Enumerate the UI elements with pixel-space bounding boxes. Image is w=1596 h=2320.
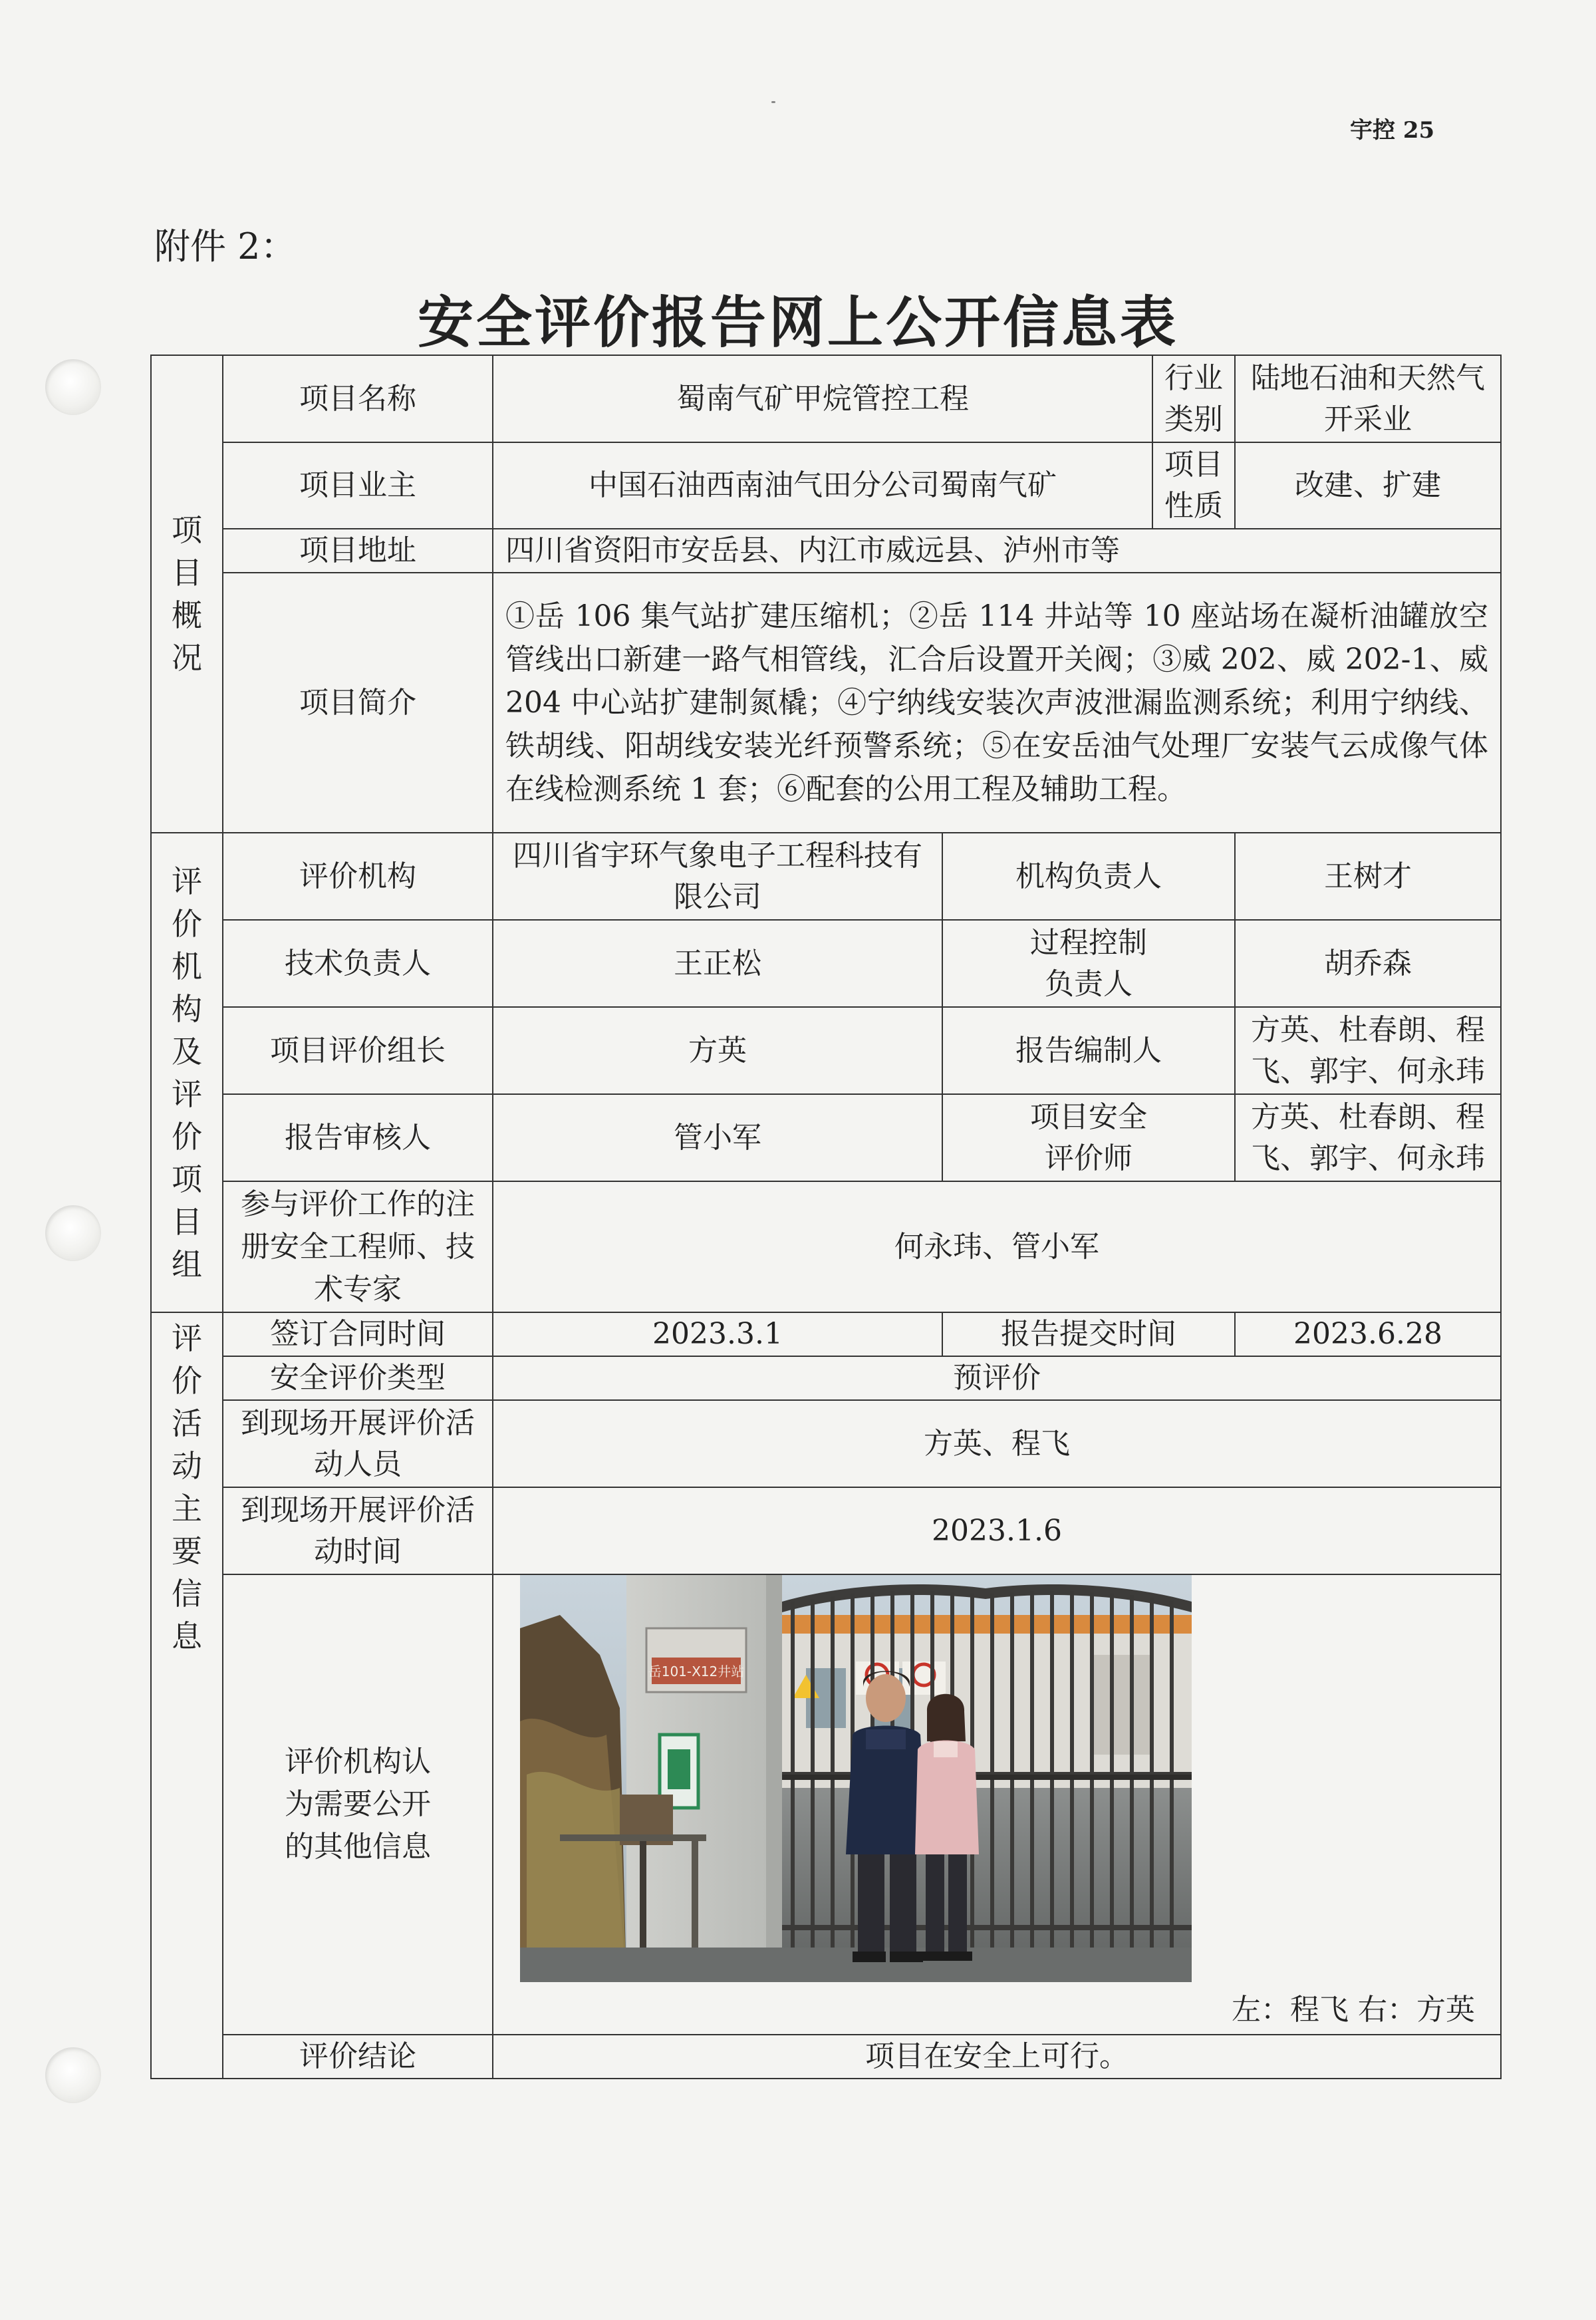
document-code: 宇控 25 <box>1350 117 1435 144</box>
section-org-label: 评价机构及评价项目组 <box>151 833 223 1312</box>
photo-caption: 左：程飞 右：方英 <box>1232 1993 1475 2027</box>
agency-value: 四川省宇环气象电子工程科技有限公司 <box>493 833 942 920</box>
safety-assessor-label: 项目安全评价师 <box>942 1094 1235 1181</box>
experts-value: 何永玮、管小军 <box>493 1181 1501 1312</box>
site-photo-image <box>520 1575 1192 1982</box>
report-author-value: 方英、杜春朗、程飞、郭宇、何永玮 <box>1235 1007 1501 1094</box>
site-photo <box>520 1575 1192 1982</box>
contract-date-value: 2023.3.1 <box>493 1312 942 1356</box>
site-staff-value: 方英、程飞 <box>493 1400 1501 1487</box>
safety-assessor-value: 方英、杜春朗、程飞、郭宇、何永玮 <box>1235 1094 1501 1181</box>
team-leader-label: 项目评价组长 <box>223 1007 493 1094</box>
other-info-value <box>493 1574 1501 2035</box>
agency-label: 评价机构 <box>223 833 493 920</box>
tech-lead-value: 王正松 <box>493 920 942 1007</box>
conclusion-label: 评价结论 <box>223 2035 493 2079</box>
experts-label: 参与评价工作的注册安全工程师、技术专家 <box>223 1181 493 1312</box>
industry-value: 陆地石油和天然气开采业 <box>1235 355 1501 442</box>
process-lead-label: 过程控制负责人 <box>942 920 1235 1007</box>
project-name-value: 蜀南气矿甲烷管控工程 <box>493 355 1152 442</box>
project-nature-label: 项目性质 <box>1152 442 1235 529</box>
site-sign-text: 岳101-X12井站 <box>648 1664 745 1679</box>
agency-head-label: 机构负责人 <box>942 833 1235 920</box>
section-activity-label: 评价活动主要信息 <box>151 1312 223 2079</box>
info-table <box>150 355 1502 2079</box>
site-date-value: 2023.1.6 <box>493 1487 1501 1574</box>
conclusion-value: 项目在安全上可行。 <box>493 2035 1501 2079</box>
agency-head-value: 王树才 <box>1235 833 1501 920</box>
paper-speck <box>771 101 775 103</box>
industry-label: 行业类别 <box>1152 355 1235 442</box>
assessment-type-label: 安全评价类型 <box>223 1356 493 1400</box>
project-brief-value: ①岳 106 集气站扩建压缩机；②岳 114 井站等 10 座站场在凝析油罐放空管线出口新建一路气相管线，汇合后设置开关阀；③威 202、威 202-1、威 204 中心站扩建制氮橇；④宁纳线安装次声波泄漏监测系统；利用宁纳线、铁胡线、阳胡线安装光纤预警系统；⑤在安岳油气处理厂安装气云成像气体在线检测系统 1 套；⑥配套的公用工程及辅助工程。 <box>493 573 1501 833</box>
team-leader-value: 方英 <box>493 1007 942 1094</box>
project-address-label: 项目地址 <box>223 529 493 573</box>
project-owner-label: 项目业主 <box>223 442 493 529</box>
site-staff-label: 到现场开展评价活动人员 <box>223 1400 493 1487</box>
section-overview-label: 项目概况 <box>151 355 223 833</box>
process-lead-value: 胡乔森 <box>1235 920 1501 1007</box>
project-nature-value: 改建、扩建 <box>1235 442 1501 529</box>
page-title: 安全评价报告网上公开信息表 <box>417 289 1178 355</box>
punch-hole-top <box>45 359 101 415</box>
site-date-label: 到现场开展评价活动时间 <box>223 1487 493 1574</box>
tech-lead-label: 技术负责人 <box>223 920 493 1007</box>
report-author-label: 报告编制人 <box>942 1007 1235 1094</box>
project-brief-label: 项目简介 <box>223 573 493 833</box>
submit-date-label: 报告提交时间 <box>942 1312 1235 1356</box>
project-name-label: 项目名称 <box>223 355 493 442</box>
other-info-label: 评价机构认为需要公开的其他信息 <box>223 1574 493 2035</box>
attachment-label: 附件 2： <box>154 225 297 267</box>
report-reviewer-label: 报告审核人 <box>223 1094 493 1181</box>
contract-date-label: 签订合同时间 <box>223 1312 493 1356</box>
project-address-value: 四川省资阳市安岳县、内江市威远县、泸州市等 <box>493 529 1501 573</box>
report-reviewer-value: 管小军 <box>493 1094 942 1181</box>
assessment-type-value: 预评价 <box>493 1356 1501 1400</box>
submit-date-value: 2023.6.28 <box>1235 1312 1501 1356</box>
project-owner-value: 中国石油西南油气田分公司蜀南气矿 <box>493 442 1152 529</box>
punch-hole-middle <box>45 1205 101 1261</box>
punch-hole-bottom <box>45 2047 101 2103</box>
